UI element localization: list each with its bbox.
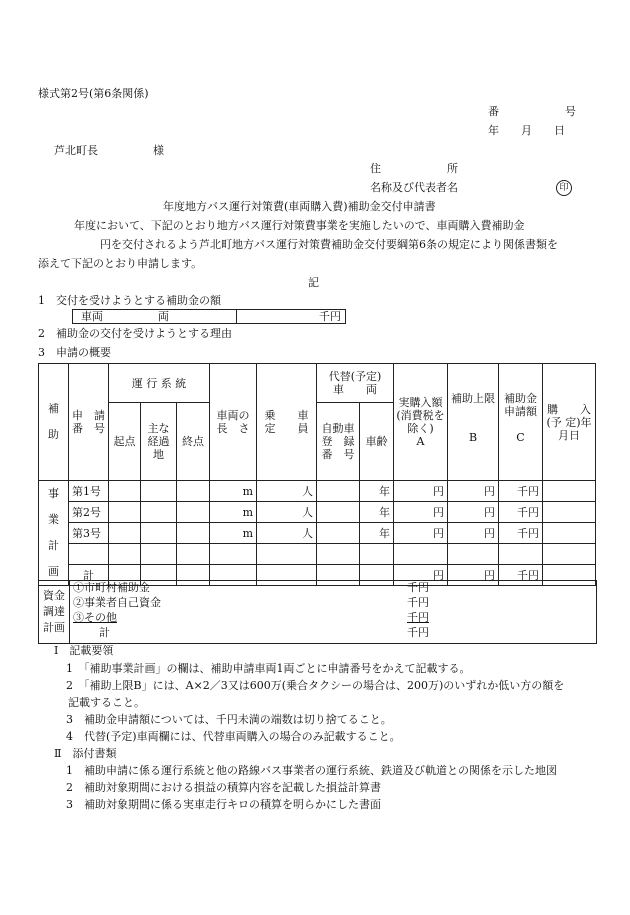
seal-mark: 印 — [556, 180, 572, 196]
table-row: 第2号 m 人 年 円 円 千円 — [39, 502, 596, 523]
note-item: 記載すること。 — [68, 696, 145, 709]
funding-plan-block: 資金 調達 計画 ①市町村補助金 千円 ②事業者自己資金 千円 ③その他 千円 計 千円 — [38, 580, 597, 644]
total-label: 計 — [69, 565, 109, 586]
number-label: 番 号 — [488, 105, 576, 118]
attachment-item: 2 補助対象期間における損益の積算内容を記載した損益計算書 — [66, 781, 381, 794]
header-start-point: 起点 — [109, 403, 141, 481]
header-route: 運 行 系 統 — [109, 364, 210, 403]
note-item: 2 「補助上限B」には、A×2／3又は600万(乗合タクシーの場合は、200万)のいずれか低い方の額を — [66, 679, 565, 692]
side-label-plan-cont: 事 業 計 画 — [39, 481, 69, 586]
attachment-item: 1 補助申請に係る運行系統と他の路線バス事業者の運行系統、鉄道及び軌道との関係を示した地図 — [66, 764, 557, 777]
name-label: 名称及び代表者名 — [370, 181, 458, 194]
row-number: 第3号 — [69, 523, 109, 544]
note-item: 3 補助金申請額については、千円未満の端数は切り捨てること。 — [66, 713, 392, 726]
header-capacity: 乗 車 定 員 — [257, 364, 317, 481]
header-application-number: 申 請 番 号 — [69, 364, 109, 481]
side-label-plan: 補 助 — [39, 364, 69, 481]
header-end-point: 終点 — [177, 403, 210, 481]
funding-municipal: ①市町村補助金 — [73, 581, 150, 594]
funding-total: 計 — [99, 626, 110, 639]
table-row-empty — [39, 544, 596, 565]
body-line-1: 年度において、下記のとおり地方バス運行対策費事業を実施したいので、車両購入費補助金 — [74, 219, 525, 232]
table-row-total: 計 円 円 千円 — [39, 565, 596, 586]
header-request-amount: 補助金 申請額 C — [499, 364, 543, 481]
amount-box-label: 車両 両 — [81, 310, 169, 323]
row-number: 第1号 — [69, 481, 109, 502]
address-label: 住 所 — [370, 162, 458, 175]
application-summary-table — [38, 363, 596, 586]
section-2-heading: 2 補助金の交付を受けようとする理由 — [38, 327, 232, 340]
table-row: 第3号 m 人 年 円 円 千円 — [39, 523, 596, 544]
section-3-heading: 3 申請の概要 — [38, 346, 111, 359]
header-subsidy-limit: 補助上限 B — [448, 364, 499, 481]
note-item: 4 代替(予定)車両欄には、代替車両購入の場合のみ記載すること。 — [66, 730, 401, 743]
note-item: 1 「補助事業計画」の欄は、補助申請車両1両ごとに申請番号をかえて記載する。 — [66, 662, 471, 675]
addressee: 芦北町長 様 — [54, 144, 164, 157]
header-purchase-price: 実購入額 (消費税を 除く) A — [394, 364, 448, 481]
funding-own: ②事業者自己資金 — [73, 596, 161, 609]
document-title: 年度地方バス運行対策費(車両購入費)補助金交付申請書 — [163, 200, 436, 213]
table-row: 事 業 計 画 第1号 m 人 年 円 円 千円 — [39, 481, 596, 502]
row-number: 第2号 — [69, 502, 109, 523]
attachments-heading: Ⅱ 添付書類 — [54, 747, 117, 760]
funding-label: 資金 調達 計画 — [43, 589, 65, 634]
header-via-points: 主な 経過 地 — [141, 403, 177, 481]
header-replacement-vehicle: 代替(予定) 車 両 — [317, 364, 394, 403]
header-purchase-date: 購 入 (予 定)年 月日 — [543, 364, 596, 481]
funding-other: ③その他 — [73, 611, 117, 624]
ki-label: 記 — [308, 276, 319, 289]
form-number: 様式第2号(第6条関係) — [38, 87, 149, 100]
body-line-3: 添えて下記のとおり申請します。 — [38, 257, 203, 270]
header-registration-number: 自動車 登 録 番 号 — [317, 403, 360, 481]
date-label: 年 月 日 — [488, 124, 565, 137]
amount-box — [72, 309, 346, 324]
funding-divider — [69, 581, 70, 643]
notes-heading: Ⅰ 記載要領 — [54, 644, 114, 657]
amount-box-divider — [236, 310, 237, 323]
header-vehicle-age: 車齢 — [360, 403, 394, 481]
body-line-2: 円を交付されるよう芦北町地方バス運行対策費補助金交付要綱第6条の規定により関係書類を — [100, 238, 558, 251]
attachment-item: 3 補助対象期間に係る実車走行キロの積算を明らかにした書面 — [66, 798, 381, 811]
header-vehicle-length: 車両の 長 さ — [210, 364, 257, 481]
amount-box-unit: 千円 — [319, 310, 341, 323]
section-1-heading: 1 交付を受けようとする補助金の額 — [38, 294, 221, 307]
